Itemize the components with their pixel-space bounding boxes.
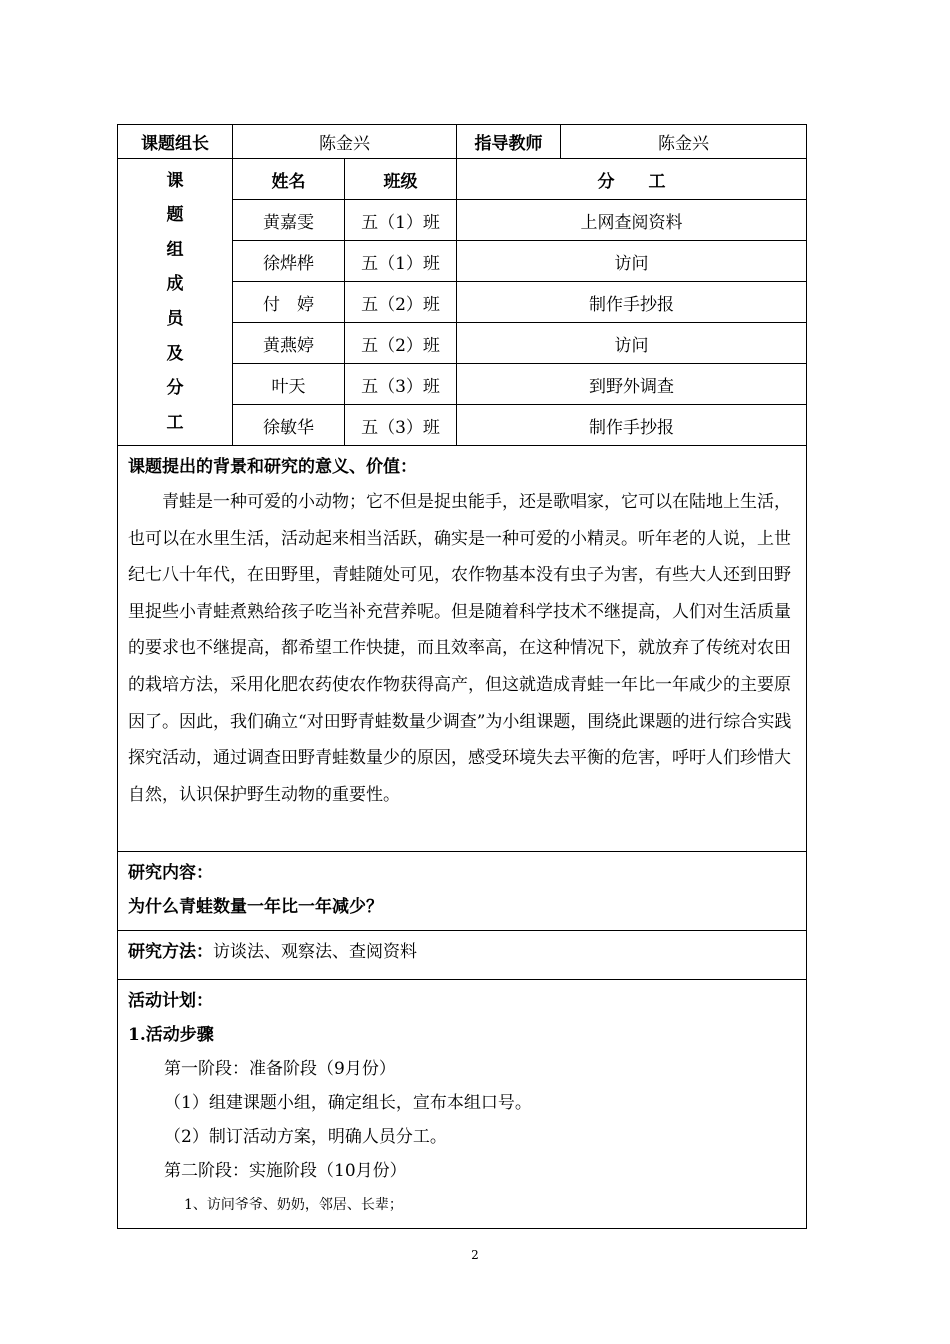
member-name: 叶天 bbox=[233, 364, 345, 405]
background-paragraph: 青蛙是一种可爱的小动物；它不但是捉虫能手，还是歌唱家，它可以在陆地上生活，也可以在水里生活，活动起来相当活跃，确实是一种可爱的小精灵。听年老的人说，上世纪七八十年代，在田野里，青蛙随处可见，农作物基本没有虫子为害，有些大人还到田野里捉些小青蛙煮熟给孩子吃当补充营养呢。但是随着科学技术不继提高，人们对生活质量的要求也不继提高，都希望工作快捷，而且效率高，在这种情况下，就放弃了传统对农田的栽培方法，采用化肥农药使农作物获得高产，但这就造成青蛙一年比一年咸少的主要原因了。因此，我们确立“对田野青蛙数量少调查”为小组课题，围绕此课题的进行综合实践探究活动，通过调查田野青蛙数量少的原因，感受环境失去平衡的危害，呼吁人们珍惜大自然，认识保护野生动物的重要性。 bbox=[128, 492, 792, 805]
member-class: 五（1）班 bbox=[345, 200, 457, 241]
method-label: 研究方法： bbox=[128, 942, 213, 962]
advisor-name: 陈金兴 bbox=[561, 125, 807, 159]
member-class: 五（2）班 bbox=[345, 282, 457, 323]
plan-stage-1: 第一阶段：准备阶段（9月份） bbox=[164, 1059, 396, 1079]
plan-heading: 活动计划： bbox=[128, 991, 213, 1011]
background-heading: 课题提出的背景和研究的意义、价值： bbox=[128, 457, 417, 477]
member-name: 付 婷 bbox=[233, 282, 345, 323]
member-name: 徐敏华 bbox=[233, 405, 345, 446]
member-task: 制作手抄报 bbox=[457, 282, 807, 323]
member-class: 五（3）班 bbox=[345, 405, 457, 446]
plan-item-2: （2）制订活动方案，明确人员分工。 bbox=[164, 1127, 447, 1147]
content-section bbox=[118, 852, 807, 931]
member-task: 访问 bbox=[457, 323, 807, 364]
leader-name: 陈金兴 bbox=[233, 125, 457, 159]
member-class: 五（3）班 bbox=[345, 364, 457, 405]
member-task: 制作手抄报 bbox=[457, 405, 807, 446]
content-question: 为什么青蛙数量一年比一年减少？ bbox=[128, 897, 383, 917]
member-task: 到野外调查 bbox=[457, 364, 807, 405]
plan-item-1: （1）组建课题小组，确定组长，宣布本组口号。 bbox=[164, 1093, 532, 1113]
plan-section bbox=[118, 980, 807, 1229]
members-side-label: 课 题 组 成 员 及 分 工 bbox=[118, 159, 233, 446]
member-class: 五（1）班 bbox=[345, 241, 457, 282]
advisor-label: 指导教师 bbox=[457, 125, 561, 159]
method-section bbox=[118, 931, 807, 980]
member-name: 黄嘉雯 bbox=[233, 200, 345, 241]
column-header-name: 姓名 bbox=[233, 159, 345, 200]
plan-step-title: 1.活动步骤 bbox=[128, 1025, 214, 1045]
member-class: 五（2）班 bbox=[345, 323, 457, 364]
project-form-table bbox=[117, 124, 807, 1229]
plan-sub-item-1: 1、访问爷爷、奶奶，邻居、长辈； bbox=[184, 1197, 403, 1213]
column-header-class: 班级 bbox=[345, 159, 457, 200]
method-value: 访谈法、观察法、查阅资料 bbox=[213, 942, 417, 962]
column-header-task: 分 工 bbox=[457, 159, 807, 200]
member-task: 访问 bbox=[457, 241, 807, 282]
page-number: 2 bbox=[471, 1248, 479, 1262]
member-name: 徐烨桦 bbox=[233, 241, 345, 282]
leader-label: 课题组长 bbox=[118, 125, 233, 159]
member-task: 上网查阅资料 bbox=[457, 200, 807, 241]
content-heading: 研究内容： bbox=[128, 863, 213, 883]
plan-stage-2: 第二阶段：实施阶段（10月份） bbox=[164, 1161, 407, 1181]
background-section bbox=[118, 446, 807, 852]
member-name: 黄燕婷 bbox=[233, 323, 345, 364]
